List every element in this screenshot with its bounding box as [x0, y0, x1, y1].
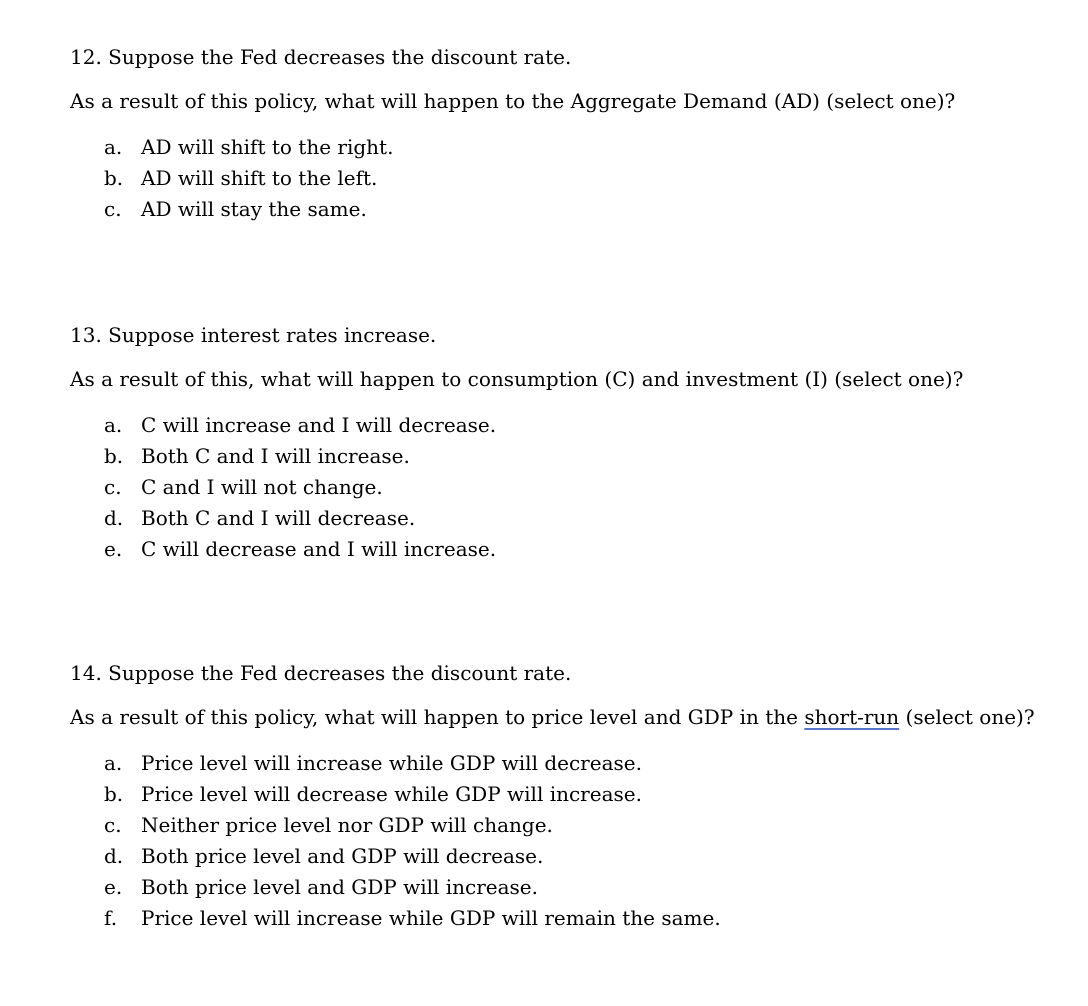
option-text: Price level will decrease while GDP will increase.	[141, 782, 642, 806]
option-text: Neither price level nor GDP will change.	[141, 813, 553, 837]
option-letter: c.	[104, 813, 122, 837]
option-text: AD will shift to the left.	[141, 166, 378, 190]
option-letter: e.	[104, 537, 123, 561]
question-prompt: As a result of this, what will happen to consumption (C) and investment (I) (select one)?	[70, 367, 964, 391]
question-13	[70, 322, 1060, 561]
option-text: AD will stay the same.	[141, 197, 367, 221]
option-text: C will decrease and I will increase.	[141, 537, 497, 561]
option-text: C will increase and I will decrease.	[141, 413, 497, 437]
spellcheck-underlined-term[interactable]: short-run	[804, 705, 900, 729]
question-prompt	[70, 704, 1035, 730]
option-letter: a.	[104, 135, 123, 159]
option-letter: d.	[104, 844, 124, 868]
question-stem: 14. Suppose the Fed decreases the discount rate.	[70, 661, 572, 685]
option-letter: f.	[104, 906, 118, 930]
option-text: Both price level and GDP will decrease.	[141, 844, 544, 868]
option-letter: c.	[104, 475, 122, 499]
option-text: Both C and I will increase.	[141, 444, 410, 468]
option-letter: c.	[104, 197, 122, 221]
option-text: Price level will increase while GDP will decrease.	[141, 751, 642, 775]
question-12	[70, 44, 1060, 221]
option-letter: d.	[104, 506, 124, 530]
option-text: C and I will not change.	[141, 475, 383, 499]
option-text: Price level will increase while GDP will remain the same.	[141, 906, 721, 930]
option-text: AD will shift to the right.	[141, 135, 394, 159]
option-text: Both price level and GDP will increase.	[141, 875, 539, 899]
prompt-text-after: (select one)?	[899, 705, 1035, 729]
option-letter: b.	[104, 166, 124, 190]
question-stem: 12. Suppose the Fed decreases the discount rate.	[70, 45, 572, 69]
option-letter: a.	[104, 751, 123, 775]
prompt-text-before: As a result of this policy, what will happen to price level and GDP in the	[70, 705, 805, 729]
option-letter: a.	[104, 413, 123, 437]
question-prompt: As a result of this policy, what will happen to the Aggregate Demand (AD) (select one)?	[70, 89, 956, 113]
option-text: Both C and I will decrease.	[141, 506, 416, 530]
option-letter: b.	[104, 444, 124, 468]
question-14	[70, 660, 1060, 930]
option-letter: b.	[104, 782, 124, 806]
option-letter: e.	[104, 875, 123, 899]
question-stem: 13. Suppose interest rates increase.	[70, 323, 437, 347]
